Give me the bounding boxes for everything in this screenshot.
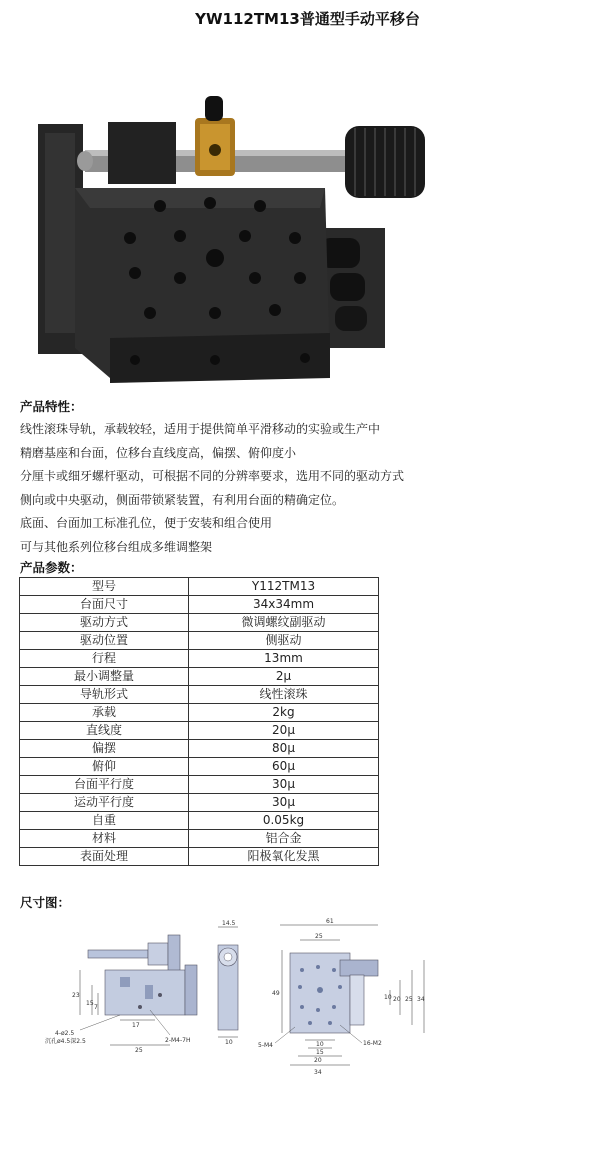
table-row bbox=[20, 668, 379, 686]
param-key: 驱动位置 bbox=[20, 632, 189, 650]
param-key: 偏摆 bbox=[20, 740, 189, 758]
param-value: 铝合金 bbox=[189, 830, 379, 848]
param-value: 30μ bbox=[189, 776, 379, 794]
param-key: 运动平行度 bbox=[20, 794, 189, 812]
dim-label: 10 bbox=[316, 1041, 324, 1048]
param-key: 型号 bbox=[20, 578, 189, 596]
param-value: 20μ bbox=[189, 722, 379, 740]
table-row bbox=[20, 632, 379, 650]
param-value: 线性滚珠 bbox=[189, 686, 379, 704]
param-key: 驱动方式 bbox=[20, 614, 189, 632]
page-title: YW112TM13普通型手动平移台 bbox=[195, 10, 420, 28]
param-key: 承载 bbox=[20, 704, 189, 722]
dim-label: 23 bbox=[72, 992, 80, 999]
table-row bbox=[20, 686, 379, 704]
dim-label: 16-M2 bbox=[363, 1040, 382, 1047]
top-view bbox=[258, 918, 425, 1076]
table-row bbox=[20, 794, 379, 812]
feature-list bbox=[20, 418, 404, 559]
table-row bbox=[20, 596, 379, 614]
param-value: 34x34mm bbox=[189, 596, 379, 614]
dims-heading: 尺寸图： bbox=[20, 895, 71, 910]
dim-label: 15 bbox=[86, 1000, 94, 1007]
feature-item: 线性滚珠导轨，承载较轻，适用于提供简单平滑移动的实验或生产中 bbox=[20, 422, 381, 436]
dim-label: 17 bbox=[132, 1022, 140, 1029]
param-value: 13mm bbox=[189, 650, 379, 668]
param-value: 30μ bbox=[189, 794, 379, 812]
param-value: 2μ bbox=[189, 668, 379, 686]
param-value: 侧驱动 bbox=[189, 632, 379, 650]
table-row bbox=[20, 578, 379, 596]
table-row bbox=[20, 614, 379, 632]
dim-label: 20 bbox=[314, 1057, 322, 1064]
dim-label: 34 bbox=[417, 996, 425, 1003]
dim-label: 20 bbox=[393, 996, 401, 1003]
dim-label: 15 bbox=[316, 1049, 324, 1056]
side-view bbox=[45, 935, 197, 1054]
dim-label: 49 bbox=[272, 990, 280, 997]
table-row bbox=[20, 776, 379, 794]
features-heading: 产品特性： bbox=[20, 399, 83, 414]
table-row bbox=[20, 650, 379, 668]
param-key: 台面尺寸 bbox=[20, 596, 189, 614]
table-row bbox=[20, 740, 379, 758]
param-value: 2kg bbox=[189, 704, 379, 722]
param-key: 导轨形式 bbox=[20, 686, 189, 704]
param-key: 行程 bbox=[20, 650, 189, 668]
dim-label: 2-M4-7H bbox=[165, 1037, 191, 1044]
dim-label: 25 bbox=[315, 933, 323, 940]
param-value: 阳极氧化发黑 bbox=[189, 848, 379, 866]
param-value: Y112TM13 bbox=[189, 578, 379, 596]
params-table bbox=[19, 577, 379, 866]
table-row bbox=[20, 848, 379, 866]
param-key: 最小调整量 bbox=[20, 668, 189, 686]
dim-label: 5-M4 bbox=[258, 1042, 273, 1049]
table-row bbox=[20, 704, 379, 722]
param-value: 60μ bbox=[189, 758, 379, 776]
param-key: 俯仰 bbox=[20, 758, 189, 776]
param-key: 台面平行度 bbox=[20, 776, 189, 794]
dim-label: 10 bbox=[225, 1039, 233, 1046]
param-value: 0.05kg bbox=[189, 812, 379, 830]
dim-label: 7 bbox=[94, 1004, 98, 1011]
param-key: 材料 bbox=[20, 830, 189, 848]
dim-label: 34 bbox=[314, 1069, 322, 1076]
params-heading: 产品参数： bbox=[20, 560, 83, 575]
dim-label: 沉孔ø4.5深2.5 bbox=[45, 1038, 86, 1045]
table-row bbox=[20, 758, 379, 776]
dim-label: 10 bbox=[384, 994, 392, 1001]
dim-label: 61 bbox=[326, 918, 334, 925]
param-value: 80μ bbox=[189, 740, 379, 758]
end-view bbox=[218, 920, 238, 1046]
feature-item: 可与其他系列位移台组成多维调整架 bbox=[20, 539, 213, 554]
param-key: 直线度 bbox=[20, 722, 189, 740]
product-photo bbox=[30, 88, 430, 388]
table-row bbox=[20, 722, 379, 740]
feature-item: 侧向或中央驱动，侧面带锁紧装置，有利用台面的精确定位。 bbox=[20, 492, 345, 507]
feature-item: 精磨基座和台面，位移台直线度高，偏摆、俯仰度小 bbox=[20, 445, 297, 460]
dim-label: 25 bbox=[405, 996, 413, 1003]
param-key: 自重 bbox=[20, 812, 189, 830]
param-key: 表面处理 bbox=[20, 848, 189, 866]
table-row bbox=[20, 830, 379, 848]
dim-label: 25 bbox=[135, 1047, 143, 1054]
table-row bbox=[20, 812, 379, 830]
dimension-drawing bbox=[45, 915, 450, 1100]
dim-label: 4-ø2.5 bbox=[55, 1030, 75, 1037]
feature-item: 底面、台面加工标准孔位，便于安装和组合使用 bbox=[20, 516, 273, 530]
feature-item: 分厘卡或细牙螺杆驱动，可根据不同的分辨率要求，选用不同的驱动方式 bbox=[20, 469, 405, 483]
param-value: 微调螺纹副驱动 bbox=[189, 614, 379, 632]
dim-label: 14.5 bbox=[222, 920, 236, 927]
